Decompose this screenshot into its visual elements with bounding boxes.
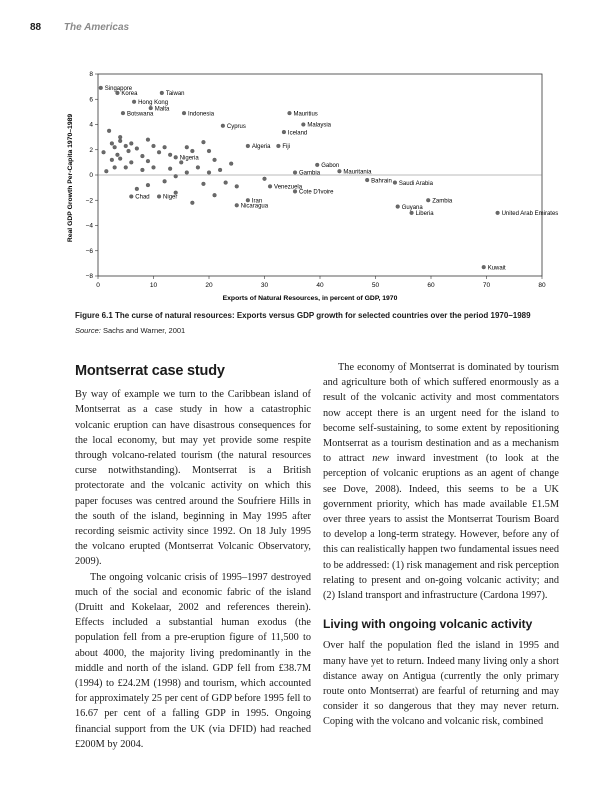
point-label: United Arab Emirates [501, 211, 559, 218]
point-label: Zambia [432, 198, 453, 205]
x-tick-label: 40 [316, 282, 324, 289]
data-point [174, 174, 178, 178]
data-point [288, 111, 292, 115]
paragraph: Over half the population fled the island in 1995 and many have yet to return. Indeed many living only a short distance away on Antigua (currently the only primary route onto Montserrat) are fearful of returning and may consider it so dangerous that they may never return. Coping with the volcano and volcanic risk, combined [323, 640, 559, 728]
point-label: Algeria [251, 144, 271, 151]
data-point [263, 177, 267, 181]
data-point [202, 182, 206, 186]
data-point [118, 135, 122, 139]
data-point [235, 203, 239, 207]
data-point [482, 265, 486, 269]
data-point [410, 211, 414, 215]
data-point [146, 183, 150, 187]
data-point [110, 158, 114, 162]
data-point [168, 153, 172, 157]
point-label: Gambia [299, 170, 321, 177]
data-point [293, 171, 297, 175]
point-label: Singapore [104, 86, 133, 93]
data-point [185, 145, 189, 149]
paragraph-text: The economy of Montserrat is dominated by tourism and agriculture both of which suffered enormously as a result of the volcanic activity and most commentators now accept there is an urgent need for the island to become self-sustaining, to some extent by repositioning Montserrat as a tourism destination and as a mechanism to attract [323, 362, 559, 465]
figure-caption: Figure 6.1 The curse of natural resources: Exports versus GDP growth for selected countries over the period 1970–1989 [75, 311, 531, 320]
point-label: Iran [251, 198, 263, 205]
paragraph-text: inward investment (to look at the perception of volcanic eruptions as an agent of change see Dove, 2008). Indeed, this seems to be a UK government priority, which has made available £1.5M over three years to assist the Montserrat Tourism Board to develop a long-term strategy. However, before any of this can realistically happen two fundamental issues need to be addressed: (1) risk management and risk perception relating to present and on-going volcanic activity; and (2) Island transport and infrastructure (Cardona 1997). [323, 453, 559, 602]
left-column [75, 360, 311, 752]
x-tick-label: 30 [260, 282, 269, 289]
data-point [282, 130, 286, 134]
article-heading: Montserrat case study [75, 363, 225, 379]
data-point [207, 171, 211, 175]
point-label: Malaysia [307, 122, 332, 129]
point-label: Mauritius [293, 111, 318, 118]
data-point [196, 166, 200, 170]
x-tick-label: 20 [205, 282, 213, 289]
emphasis-text: new [372, 453, 389, 465]
point-label: Indonesia [188, 111, 215, 118]
point-label: Cote D'Ivoire [299, 189, 334, 196]
point-label: Venezuela [274, 184, 303, 191]
data-point [213, 158, 217, 162]
x-tick-label: 0 [96, 282, 100, 289]
data-point [157, 150, 161, 154]
data-point [365, 178, 369, 182]
data-point [246, 198, 250, 202]
data-point [163, 145, 167, 149]
y-tick-label: 4 [89, 121, 93, 129]
point-label: Nigeria [179, 155, 199, 162]
data-point [129, 195, 133, 199]
data-point [104, 169, 108, 173]
y-tick-label: 0 [89, 172, 93, 180]
data-point [107, 129, 111, 133]
y-tick-label: −8 [85, 273, 93, 281]
data-point [157, 195, 161, 199]
data-point [152, 166, 156, 170]
data-point [276, 144, 280, 148]
point-label: Bahrain [371, 178, 392, 185]
point-label: Malta [154, 106, 170, 113]
data-point [163, 179, 167, 183]
data-point [185, 171, 189, 175]
data-point [168, 167, 172, 171]
data-point [129, 160, 133, 164]
data-point [116, 153, 120, 157]
section-subheading: Living with ongoing volcanic activity [323, 617, 533, 632]
data-point [132, 100, 136, 104]
x-tick-label: 50 [371, 282, 380, 289]
point-label: Chad [135, 194, 150, 201]
data-point [118, 157, 122, 161]
x-axis-label: Exports of Natural Resources, in percent of GDP, 1970 [222, 295, 398, 302]
y-tick-label: 6 [89, 96, 93, 104]
running-header [30, 22, 129, 33]
data-point [174, 155, 178, 159]
data-point [190, 201, 194, 205]
data-point [141, 154, 145, 158]
y-tick-label: 8 [89, 71, 93, 79]
data-point [99, 86, 103, 90]
data-point [301, 123, 305, 127]
data-point [113, 166, 117, 170]
point-label: Niger [163, 194, 178, 201]
y-tick-label: −6 [85, 247, 93, 255]
point-label: Taiwan [165, 91, 185, 98]
point-label: Korea [121, 91, 138, 98]
y-tick-label: −2 [85, 197, 93, 205]
data-point [152, 144, 156, 148]
point-label: Liberia [415, 211, 434, 218]
data-point [124, 166, 128, 170]
y-axis-label: Real GDP Growth Per-Capita 1970–1989 [67, 113, 74, 243]
data-point [118, 139, 122, 143]
x-tick-label: 60 [427, 282, 435, 289]
chart-point-labels [105, 86, 559, 271]
data-point [202, 140, 206, 144]
data-point [221, 124, 225, 128]
data-point [396, 205, 400, 209]
data-point [496, 211, 500, 215]
data-point [229, 162, 233, 166]
page-number: 88 [30, 22, 42, 33]
point-label: Gabon [321, 163, 340, 170]
data-point [124, 144, 128, 148]
data-point [146, 138, 150, 142]
data-point [213, 193, 217, 197]
data-point [315, 163, 319, 167]
x-tick-label: 10 [149, 282, 158, 289]
data-point [127, 149, 131, 153]
data-point [426, 198, 430, 202]
data-point [146, 159, 150, 163]
point-label: Mauritania [343, 169, 372, 176]
point-label: Cyprus [226, 123, 246, 130]
point-label: Nicaragua [240, 203, 269, 210]
data-point [110, 142, 114, 146]
source-text: Sachs and Warner, 2001 [100, 326, 186, 335]
point-label: Botswana [126, 111, 154, 118]
data-point [121, 111, 125, 115]
data-point [135, 187, 139, 191]
point-label: Kuwait [487, 265, 506, 272]
data-point [102, 150, 106, 154]
paragraph: The ongoing volcanic crisis of 1995–1997 destroyed much of the social and economic fabric of the island (Druitt and Kokelaar, 2002 and references therein). Effects included a substantial human exodus (the population fell from a pre-eruption figure of 11,500 to about 4000, the majority living predominantly in the middle and north of the island. GDP fell from £38.7M (1994) to £24.2M (1998) and tourism, which accounted for approximately 25 per cent of GDP before 1995 fell to 16.67 per cent of a falling GDP in 1995. Ongoing financial support from the UK (via DFID) had reached £200M by 2004. [75, 571, 311, 750]
data-point [160, 91, 164, 95]
point-label: Guyana [401, 204, 423, 211]
data-point [235, 184, 239, 188]
data-point [129, 142, 133, 146]
data-point [224, 181, 228, 185]
x-tick-label: 80 [538, 282, 546, 289]
scatter-chart [60, 58, 560, 310]
data-point [268, 184, 272, 188]
data-point [135, 147, 139, 151]
data-point [141, 168, 145, 172]
y-tick-label: −4 [85, 222, 93, 230]
point-label: Hong Kong [138, 99, 169, 106]
data-point [113, 145, 117, 149]
data-point [182, 111, 186, 115]
y-tick-label: 2 [89, 146, 93, 154]
data-point [246, 144, 250, 148]
data-point [393, 181, 397, 185]
data-point [149, 106, 153, 110]
paragraph [323, 360, 559, 603]
point-label: Saudi Arabia [398, 180, 433, 187]
figure-source [75, 326, 555, 335]
point-label: Fiji [282, 144, 291, 151]
right-column [323, 360, 559, 730]
data-point [338, 169, 342, 173]
point-label: Iceland [287, 130, 308, 137]
data-point [218, 168, 222, 172]
data-point [207, 149, 211, 153]
section-title: The Americas [63, 22, 130, 33]
x-tick-label: 70 [482, 282, 491, 289]
source-label: Source: [75, 326, 101, 335]
paragraph: By way of example we turn to the Caribbean island of Montserrat as a case study in how a catastrophic volcanic eruption can have disastrous consequences for the local economy, but may yet provide some respite through volcano-related tourism (the natural resources curse notwithstanding). Montserrat is a British protectorate and the volcanic activity on which this paper focuses was centred around the Soufriere Hills in the south of the island, beginning in May 1995 after recording seismic activity since 1992. On 18 July 1995 the volcano erupted (Montserrat Volcanic Observatory, 2009). [75, 389, 311, 568]
data-point [190, 149, 194, 153]
